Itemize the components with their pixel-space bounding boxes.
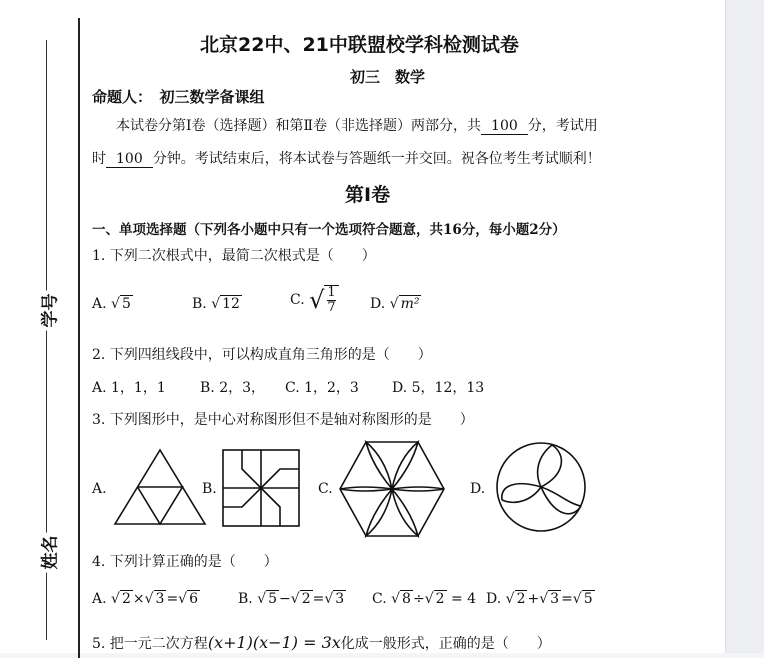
q3-option-c-label: C. <box>318 481 333 497</box>
q3-stem: 3. 下列图形中，是中心对称图形但不是轴对称图形的是 ） <box>92 412 474 428</box>
scrollbar[interactable] <box>725 0 764 653</box>
hexagon-flower-figure <box>336 439 448 539</box>
student-id-label: 学号 <box>36 291 61 331</box>
q2-option-a: A. 1，1，1 <box>92 380 166 396</box>
q4-option-c: C. √ 8 ÷√ 2 = 4 <box>372 591 477 607</box>
author-line: 命题人： 初三数学备课组 <box>92 88 265 106</box>
q2-option-d: D. 5，12，13 <box>392 380 485 396</box>
q1-stem: 1. 下列二次根式中，最简二次根式是（ ） <box>92 248 376 264</box>
total-score: 100 <box>481 118 528 135</box>
intro-line-2: 时 100 分钟。考试结束后，将本试卷与答题纸一并交回。祝各位考生考试顺利！ <box>92 151 601 167</box>
triangle-figure <box>112 447 208 527</box>
exam-title: 北京22中、21中联盟校学科检测试卷 <box>200 34 519 56</box>
intro-line-1: 本试卷分第Ⅰ卷（选择题）和第Ⅱ卷（非选择题）两部分，共 100 分，考试用 <box>116 118 598 134</box>
q3-option-a-label: A. <box>92 481 107 497</box>
q1-option-c: C. √ $\frac{1}{7}$ <box>290 285 339 315</box>
circle-arcs-figure <box>494 440 588 534</box>
duration: 100 <box>106 151 153 168</box>
section-title: 第Ⅰ卷 <box>345 184 391 206</box>
q2-stem: 2. 下列四组线段中，可以构成直角三角形的是（ ） <box>92 347 432 363</box>
q1-option-d: D. √ m² <box>370 296 420 312</box>
q4-option-a: A. √ 2 ×√ 3 =√ 6 <box>92 591 199 607</box>
binding-line <box>78 18 80 658</box>
q4-option-b: B. √ 5 −√ 2 =√ 3 <box>238 591 345 607</box>
q3-option-d-label: D. <box>470 481 486 497</box>
q2-option-b: B. 2，3， <box>200 380 266 396</box>
q4-option-d: D. √ 2 +√ 3 =√ 5 <box>486 591 593 607</box>
q2-option-c: C. 1，2，3 <box>285 380 359 396</box>
q3-option-b-label: B. <box>202 481 217 497</box>
exam-subtitle: 初三 数学 <box>350 68 426 86</box>
q1-option-a: A. √ 5 <box>92 296 131 312</box>
q5-stem: 5. 把一元二次方程(x+1)(x−1) = 3x化成一般形式，正确的是（ ） <box>92 633 551 652</box>
q1-option-b: B. √ 12 <box>192 296 240 312</box>
name-label: 姓名 <box>36 533 61 573</box>
pinwheel-figure <box>220 447 302 529</box>
q4-stem: 4. 下列计算正确的是（ ） <box>92 554 278 570</box>
part-heading: 一、单项选择题（下列各小题中只有一个选项符合题意，共16分，每小题2分） <box>92 222 566 238</box>
